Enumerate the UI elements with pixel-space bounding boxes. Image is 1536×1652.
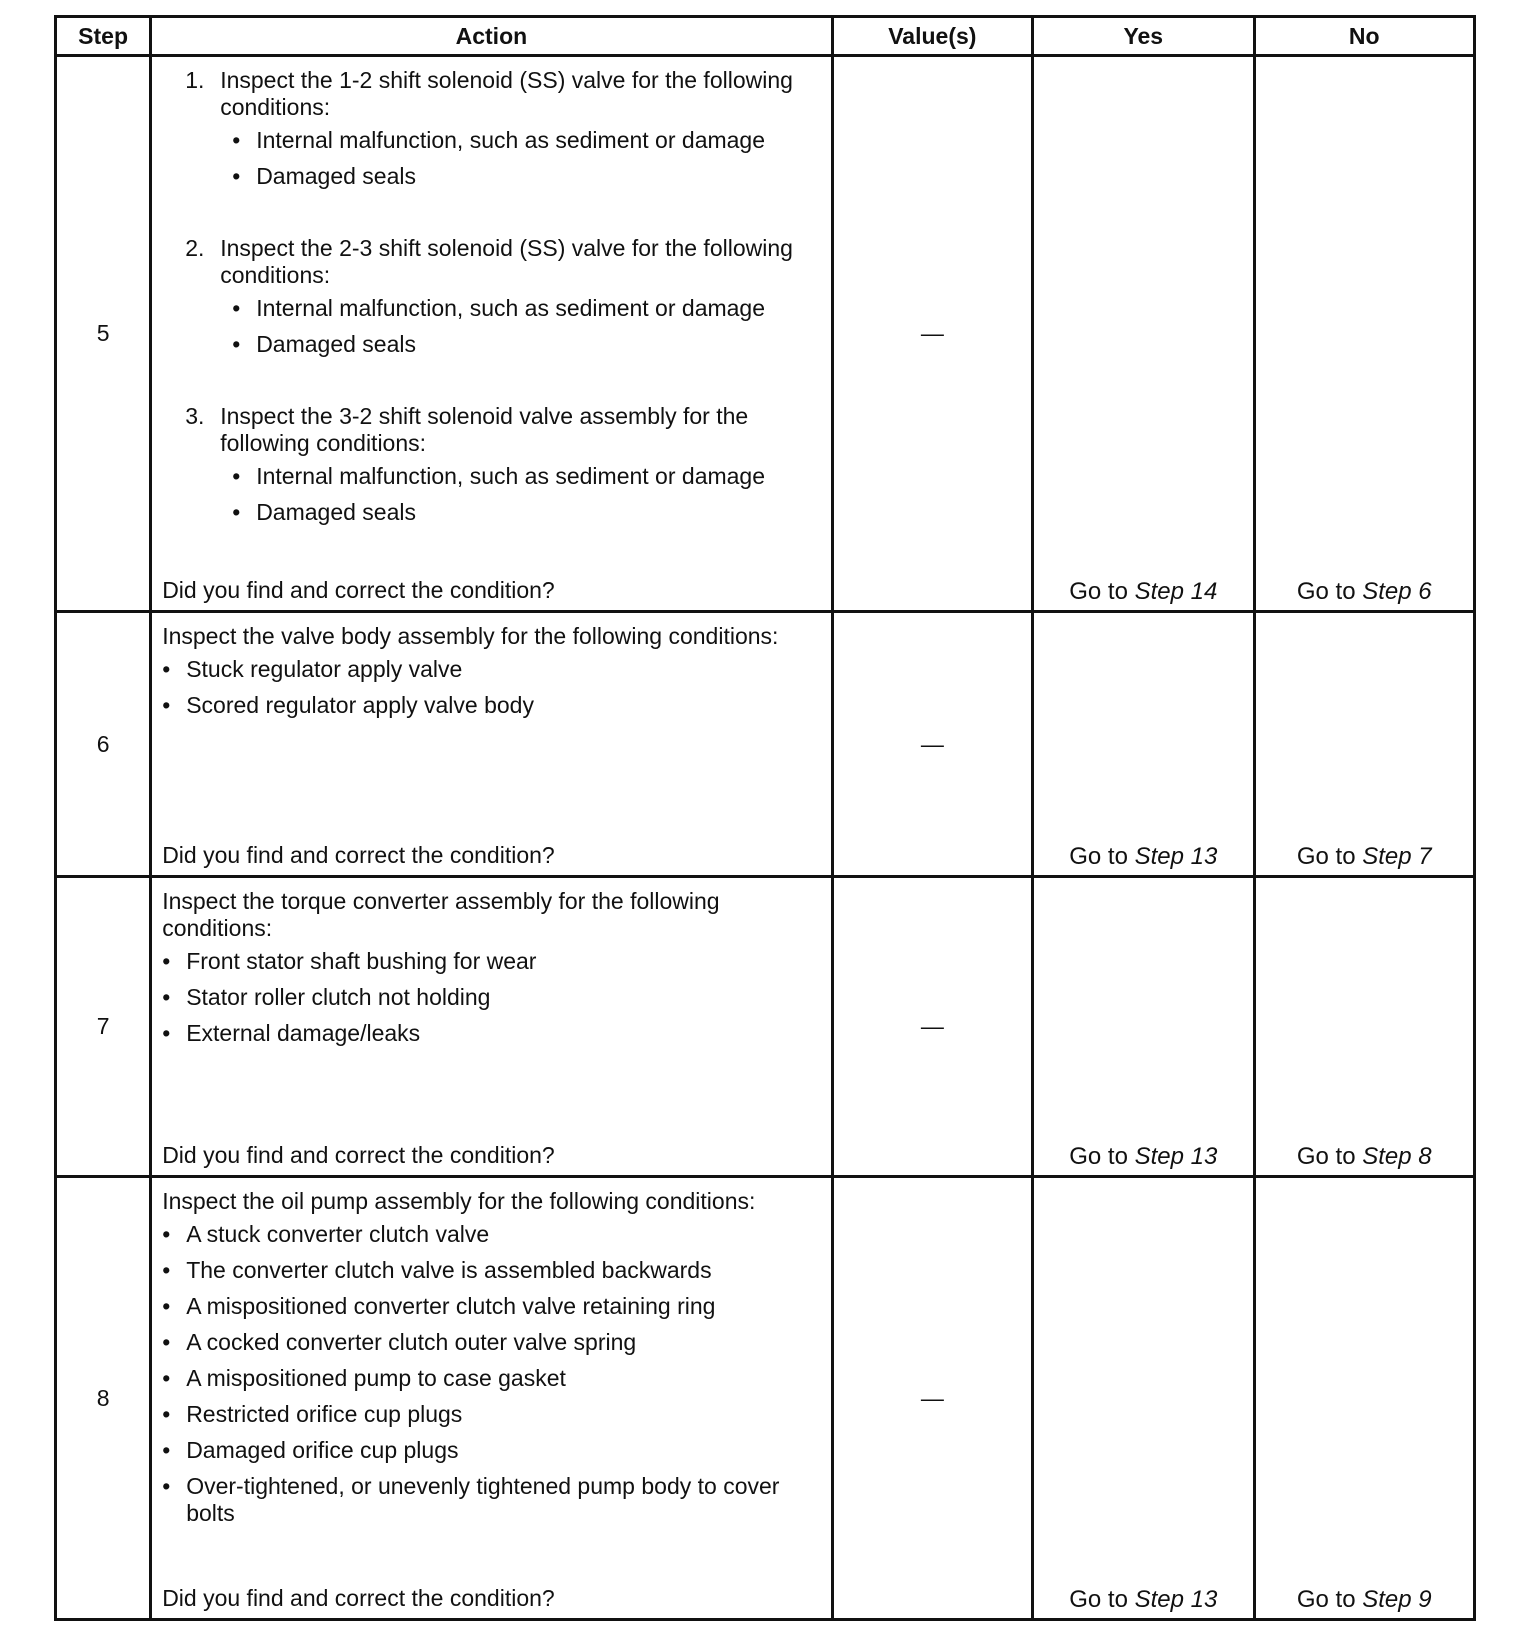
question-text: Did you find and correct the condition? (162, 1142, 555, 1168)
action-intro: Inspect the torque converter assembly for the following conditions: (162, 888, 720, 941)
step-number: 8 (56, 1177, 151, 1620)
header-yes: Yes (1033, 17, 1254, 56)
list-item: • A stuck converter clutch valve (162, 1221, 818, 1248)
value-cell: — (832, 612, 1032, 877)
sub-step (185, 67, 818, 199)
no-step-link: Step 7 (1362, 843, 1432, 870)
list-item: • Internal malfunction, such as sediment or damage (232, 127, 818, 154)
go-to-prefix: Go to (1296, 843, 1363, 870)
go-to-prefix: Go to (1069, 1586, 1135, 1613)
list-item: • The converter clutch valve is assembled backwards (162, 1257, 818, 1284)
yes-cell (1033, 1177, 1254, 1620)
header-action: Action (151, 17, 832, 56)
go-to-prefix: Go to (1296, 1143, 1363, 1170)
action-cell (151, 877, 832, 1177)
no-cell (1254, 56, 1475, 612)
yes-cell (1033, 612, 1254, 877)
step-number: 6 (56, 612, 151, 877)
no-cell (1254, 612, 1475, 877)
sub-step-text: Inspect the 2-3 shift solenoid (SS) valve for the following conditions: (220, 235, 793, 288)
sub-step (185, 403, 818, 535)
diagnostic-table (54, 15, 1476, 1621)
yes-cell (1033, 56, 1254, 612)
table-row-step-7 (56, 877, 1475, 1177)
list-item: • Internal malfunction, such as sediment or damage (232, 295, 818, 322)
question-text: Did you find and correct the condition? (162, 842, 555, 868)
no-step-link: Step 6 (1362, 578, 1432, 605)
list-item: • Internal malfunction, such as sediment or damage (232, 463, 818, 490)
yes-step-link: Step 13 (1134, 1586, 1218, 1613)
list-item: • Over-tightened, or unevenly tightened pump body to cover bolts (162, 1473, 818, 1527)
no-step-link: Step 8 (1362, 1143, 1432, 1170)
no-step-link: Step 9 (1362, 1586, 1432, 1613)
action-intro: Inspect the oil pump assembly for the following conditions: (162, 1188, 756, 1214)
go-to-prefix: Go to (1069, 578, 1135, 605)
go-to-prefix: Go to (1069, 1143, 1135, 1170)
list-item: • Restricted orifice cup plugs (162, 1401, 818, 1428)
value-cell: — (832, 877, 1032, 1177)
go-to-prefix: Go to (1296, 1586, 1363, 1613)
yes-step-link: Step 13 (1134, 1143, 1218, 1170)
table-row-step-8 (56, 1177, 1475, 1620)
list-item: • Stator roller clutch not holding (162, 984, 818, 1011)
header-row (56, 17, 1475, 56)
sub-step-number: 3. (185, 403, 205, 429)
sub-step-text: Inspect the 3-2 shift solenoid valve assembly for the following conditions: (220, 403, 749, 456)
list-item: • Damaged seals (232, 331, 818, 358)
table-row-step-5 (56, 56, 1475, 612)
list-item: • A cocked converter clutch outer valve spring (162, 1329, 818, 1356)
value-cell: — (832, 56, 1032, 612)
action-cell (151, 612, 832, 877)
list-item: • A mispositioned pump to case gasket (162, 1365, 818, 1392)
value-cell: — (832, 1177, 1032, 1620)
action-cell (151, 56, 832, 612)
list-item: • Damaged seals (232, 499, 818, 526)
question-text: Did you find and correct the condition? (162, 577, 555, 603)
list-item: • Scored regulator apply valve body (162, 692, 818, 719)
sub-step-number: 2. (185, 235, 205, 261)
step-number: 7 (56, 877, 151, 1177)
list-item: • Damaged seals (232, 163, 818, 190)
sub-step-number: 1. (185, 67, 205, 93)
yes-step-link: Step 14 (1134, 578, 1218, 605)
list-item: • A mispositioned converter clutch valve retaining ring (162, 1293, 818, 1320)
no-cell (1254, 877, 1475, 1177)
sub-step-text: Inspect the 1-2 shift solenoid (SS) valve for the following conditions: (220, 67, 793, 120)
list-item: • Front stator shaft bushing for wear (162, 948, 818, 975)
header-step: Step (56, 17, 151, 56)
action-cell (151, 1177, 832, 1620)
header-values: Value(s) (832, 17, 1032, 56)
yes-cell (1033, 877, 1254, 1177)
action-intro: Inspect the valve body assembly for the following conditions: (162, 623, 779, 649)
question-text: Did you find and correct the condition? (162, 1585, 555, 1611)
no-cell (1254, 1177, 1475, 1620)
table-row-step-6 (56, 612, 1475, 877)
step-number: 5 (56, 56, 151, 612)
header-no: No (1254, 17, 1475, 56)
list-item: • Stuck regulator apply valve (162, 656, 818, 683)
go-to-prefix: Go to (1069, 843, 1135, 870)
go-to-prefix: Go to (1296, 578, 1363, 605)
sub-step (185, 235, 818, 367)
yes-step-link: Step 13 (1134, 843, 1218, 870)
list-item: • Damaged orifice cup plugs (162, 1437, 818, 1464)
list-item: • External damage/leaks (162, 1020, 818, 1047)
